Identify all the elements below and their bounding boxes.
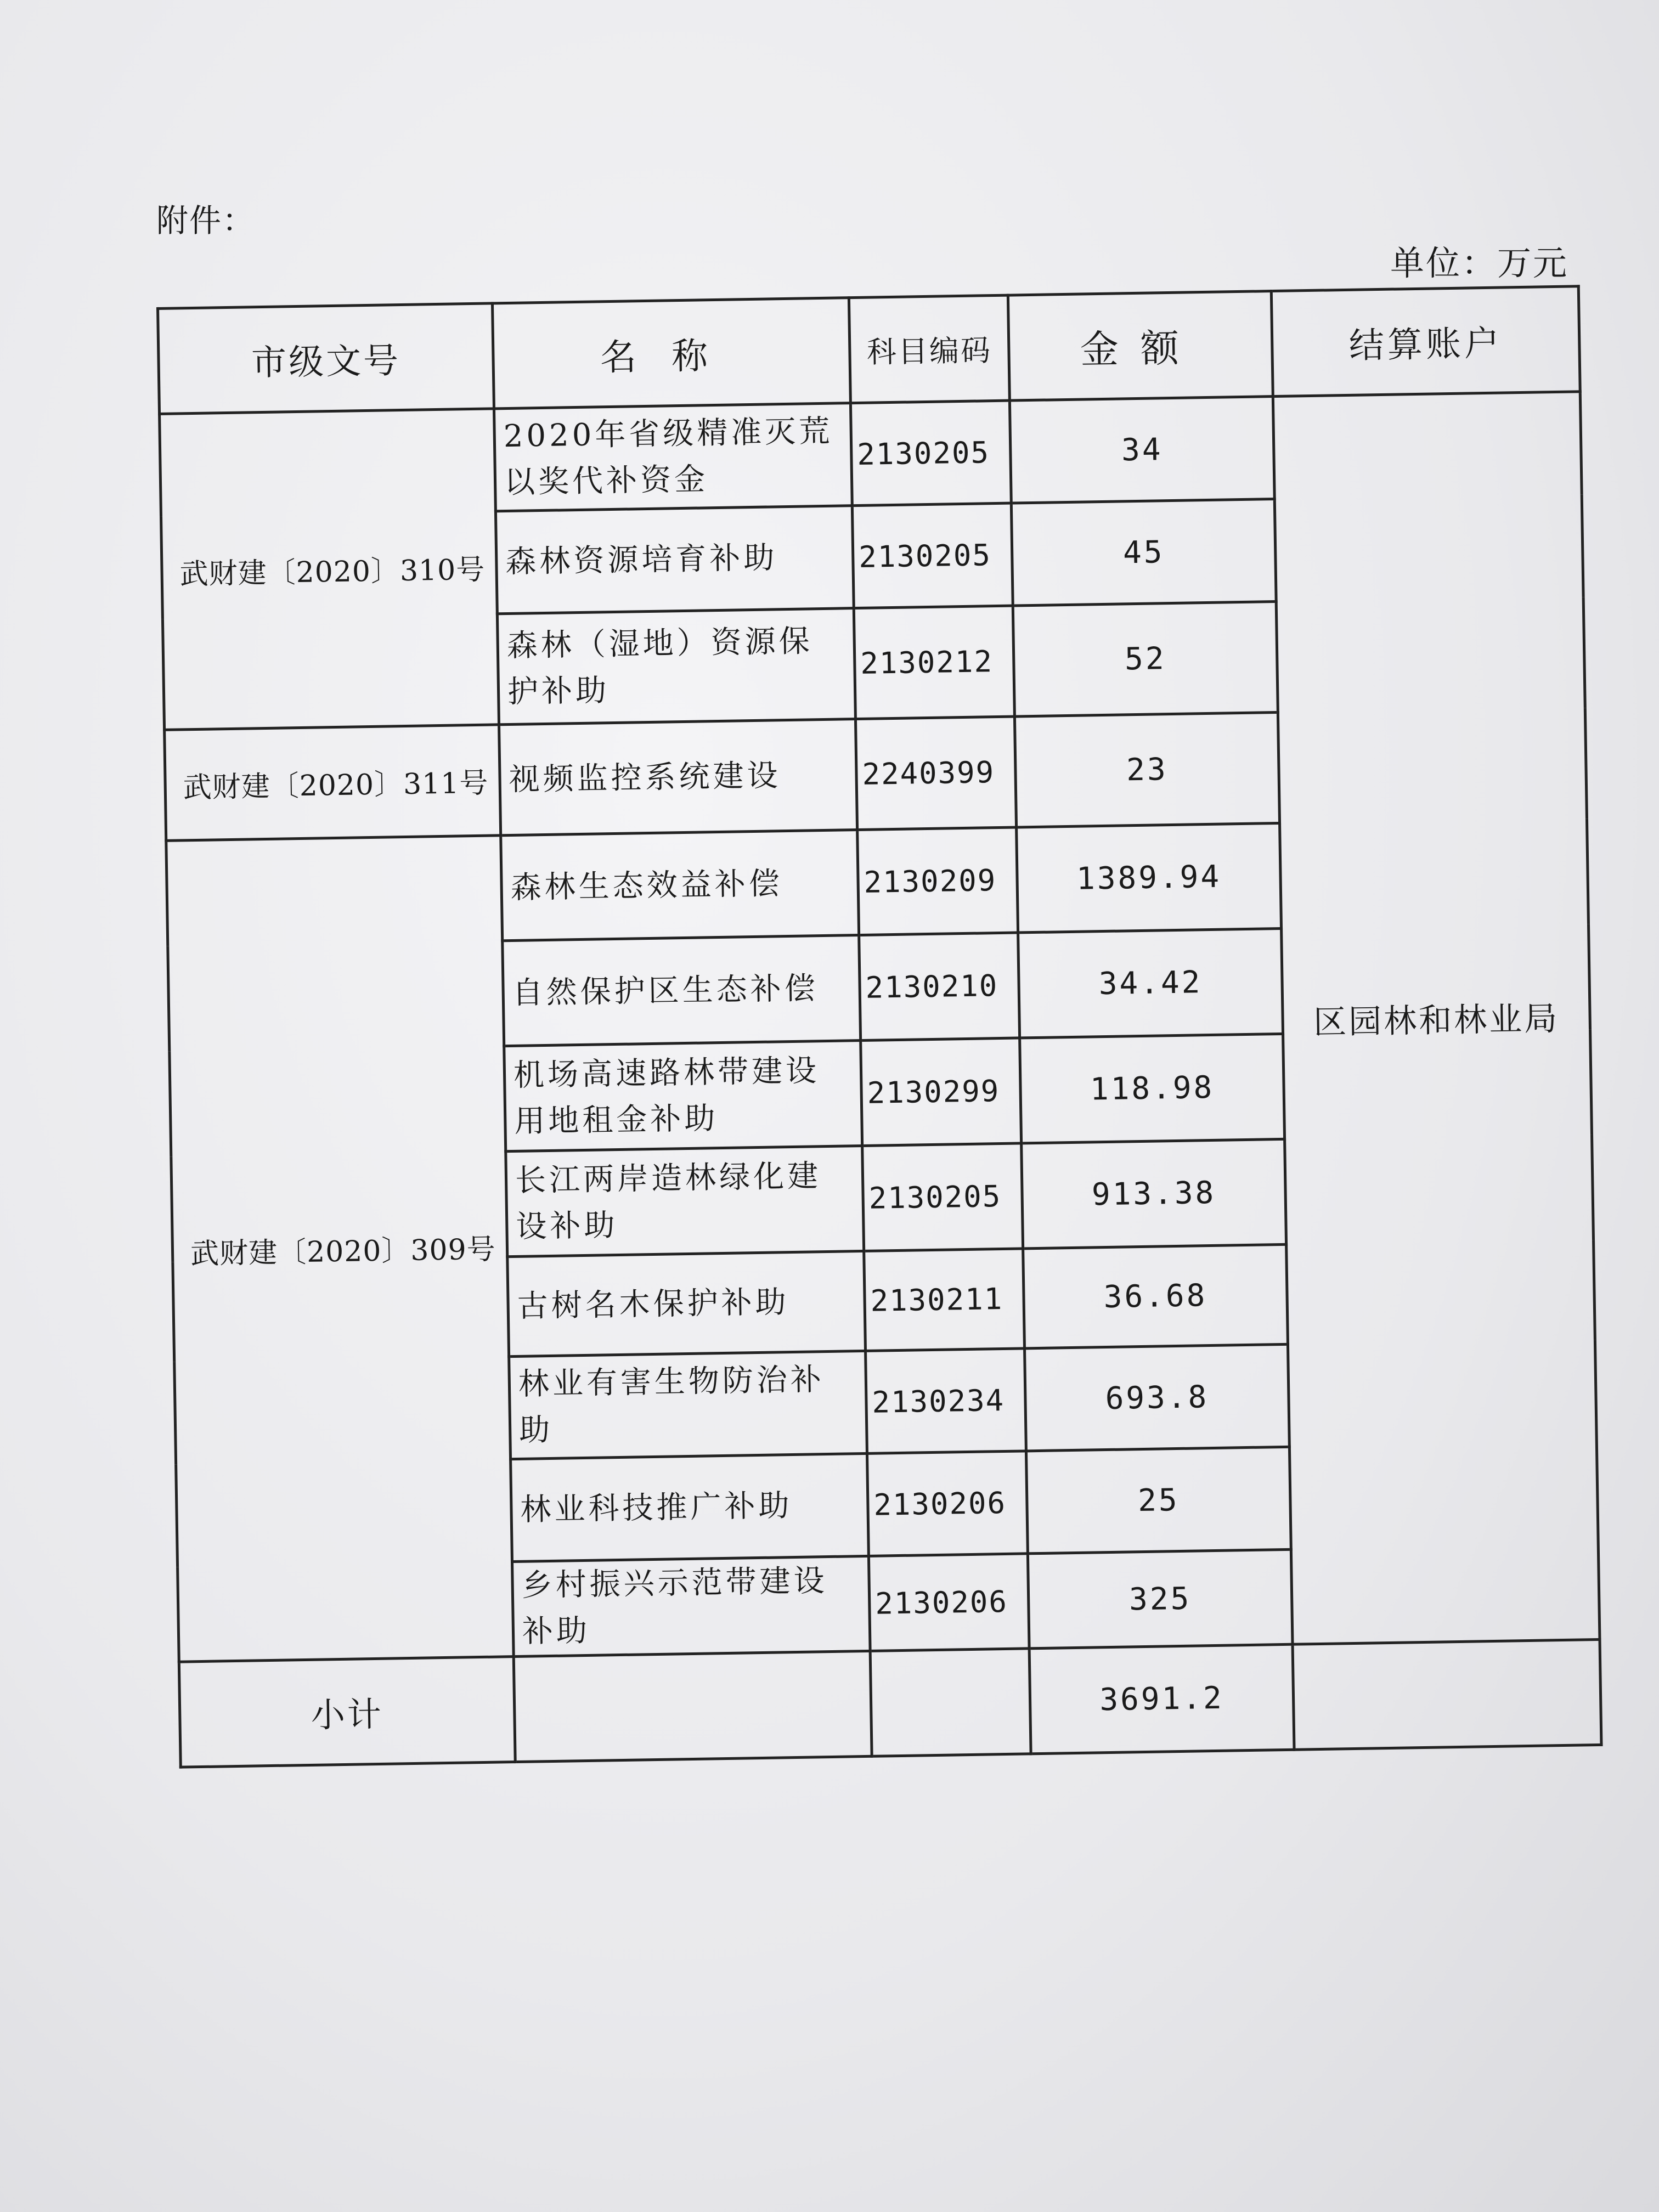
item-amount-cell: 36.68 xyxy=(1023,1244,1288,1348)
item-name-cell: 2020年省级精准灭荒以奖代补资金 xyxy=(494,403,852,511)
subtotal-account-empty xyxy=(1293,1639,1601,1750)
item-code-cell: 2130234 xyxy=(866,1348,1026,1454)
item-code-cell: 2130205 xyxy=(850,400,1011,506)
doc-number-cell: 武财建〔2020〕310号 xyxy=(160,409,499,730)
item-amount-cell: 34.42 xyxy=(1018,928,1283,1038)
item-code-cell: 2130206 xyxy=(867,1451,1028,1556)
table-row xyxy=(160,392,1582,517)
item-amount-cell: 34 xyxy=(1009,397,1274,504)
item-name-cell: 森林资源培育补助 xyxy=(495,506,854,614)
item-code-cell: 2130212 xyxy=(854,606,1014,719)
item-name-cell: 自然保护区生态补偿 xyxy=(503,935,861,1046)
item-amount-cell: 118.98 xyxy=(1020,1034,1285,1143)
header-doc-no: 市级文号 xyxy=(158,303,494,414)
subtotal-name-empty xyxy=(514,1651,872,1762)
item-amount-cell: 45 xyxy=(1011,499,1276,606)
item-amount-cell: 325 xyxy=(1028,1549,1293,1649)
item-code-cell: 2130299 xyxy=(861,1038,1022,1146)
header-name: 名称 xyxy=(492,298,850,409)
subtotal-row xyxy=(179,1639,1601,1767)
settlement-account-cell: 区园林和林业局 xyxy=(1273,392,1600,1645)
header-code: 科目编码 xyxy=(849,295,1009,403)
item-amount-cell: 52 xyxy=(1013,602,1278,717)
item-code-cell: 2130209 xyxy=(857,827,1018,935)
item-name-cell: 长江两岸造林绿化建设补助 xyxy=(506,1146,864,1256)
item-name-cell: 森林生态效益补偿 xyxy=(501,830,859,941)
item-name-cell: 森林（湿地）资源保护补助 xyxy=(497,608,855,725)
item-name-cell: 古树名木保护补助 xyxy=(507,1251,866,1356)
item-name-cell: 视频监控系统建设 xyxy=(499,719,857,836)
item-code-cell: 2240399 xyxy=(855,716,1016,830)
subtotal-label: 小计 xyxy=(179,1657,515,1768)
item-name-cell: 机场高速路林带建设用地租金补助 xyxy=(504,1041,862,1152)
funding-table xyxy=(156,285,1603,1768)
doc-number-cell: 武财建〔2020〕309号 xyxy=(166,836,514,1662)
item-amount-cell: 693.8 xyxy=(1025,1344,1290,1451)
item-amount-cell: 25 xyxy=(1026,1447,1291,1554)
item-name-cell: 林业有害生物防治补助 xyxy=(509,1351,867,1459)
attachment-label: 附件： xyxy=(156,202,256,239)
item-code-cell: 2130205 xyxy=(852,503,1013,608)
doc-number-cell: 武财建〔2020〕311号 xyxy=(165,725,501,841)
header-amount: 金额 xyxy=(1008,291,1273,401)
item-code-cell: 2130211 xyxy=(864,1249,1025,1351)
item-code-cell: 2130206 xyxy=(868,1554,1029,1651)
unit-label: 单位：万元 xyxy=(1390,243,1568,283)
item-name-cell: 林业科技推广补助 xyxy=(511,1453,869,1561)
subtotal-amount: 3691.2 xyxy=(1029,1644,1294,1754)
header-account: 结算账户 xyxy=(1271,286,1580,397)
item-amount-cell: 1389.94 xyxy=(1017,823,1282,933)
item-code-cell: 2130205 xyxy=(862,1143,1023,1251)
subtotal-code-empty xyxy=(870,1649,1031,1757)
item-amount-cell: 23 xyxy=(1014,712,1279,827)
item-code-cell: 2130210 xyxy=(859,933,1020,1041)
item-name-cell: 乡村振兴示范带建设补助 xyxy=(512,1556,870,1656)
item-amount-cell: 913.38 xyxy=(1022,1139,1286,1249)
